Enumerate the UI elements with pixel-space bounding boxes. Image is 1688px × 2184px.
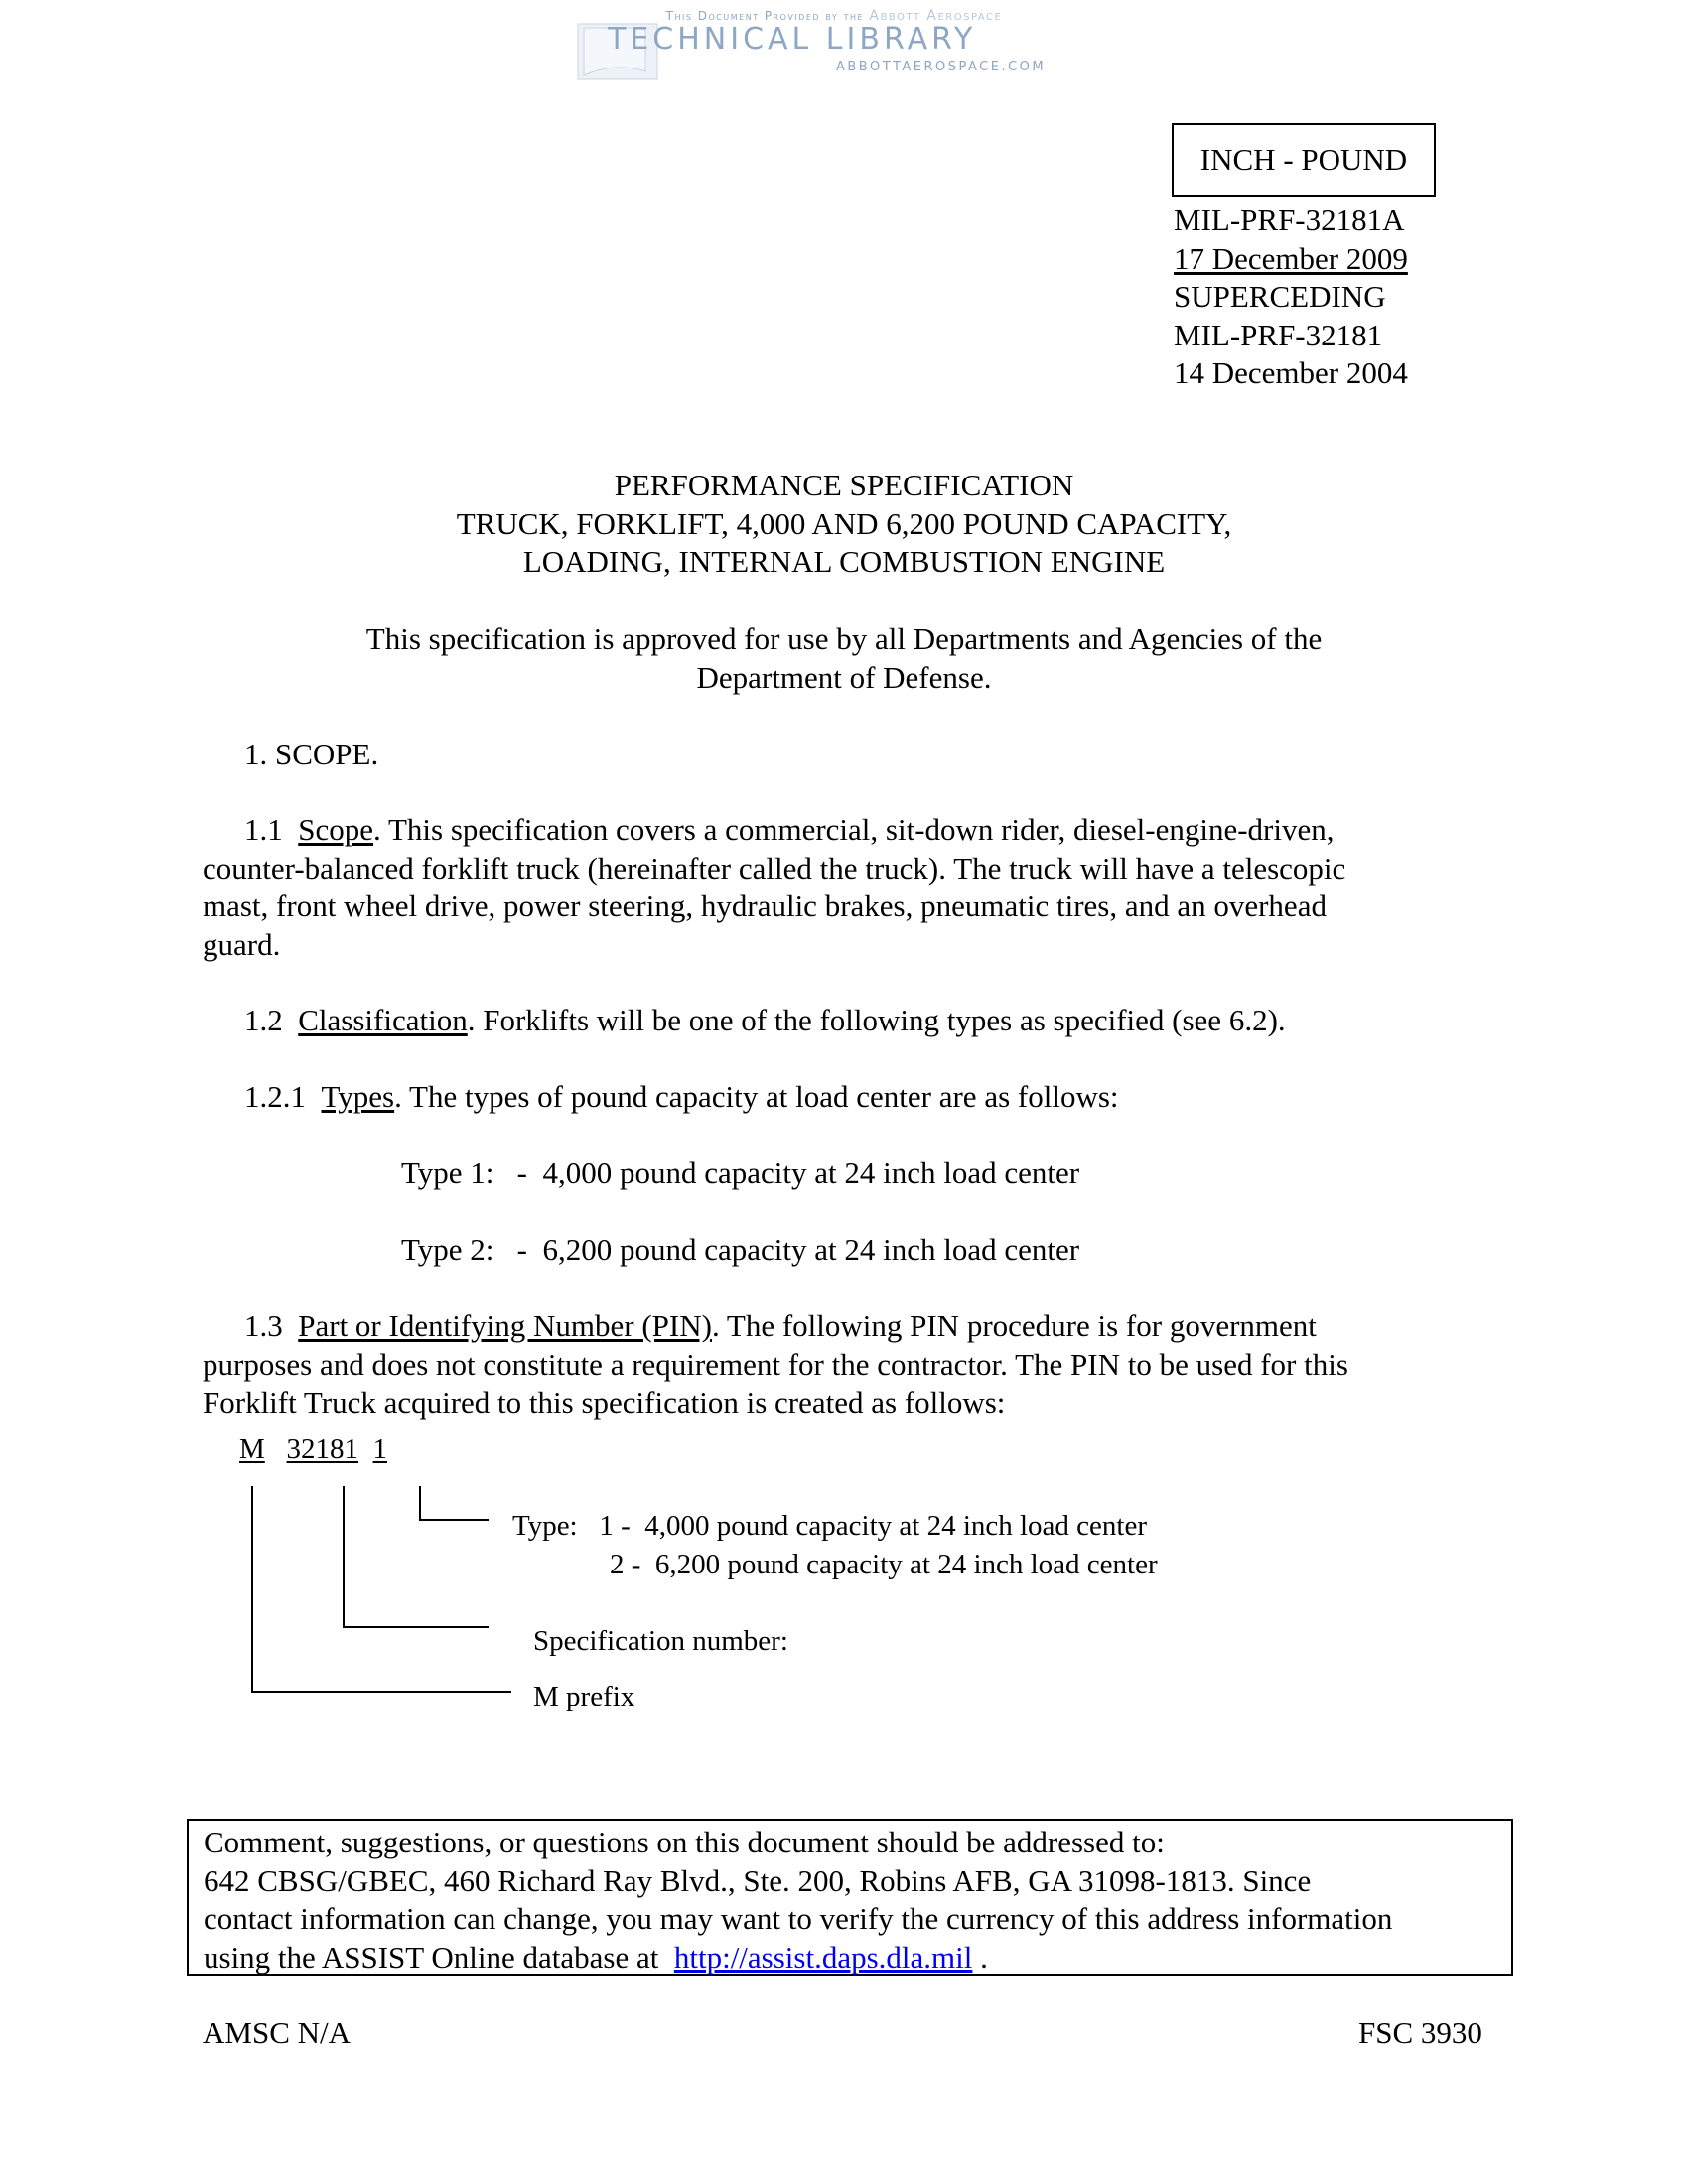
para-number: 1.2.1 (244, 1079, 306, 1114)
pin-type-option (512, 1507, 1147, 1546)
type-label: Type 2: (401, 1232, 494, 1267)
type-desc: 4,000 pound capacity at 24 inch load center (542, 1156, 1080, 1190)
para-number: 1.2 (244, 1003, 283, 1037)
footer-amsc: AMSC N/A (203, 2015, 352, 2050)
pin-code (239, 1431, 387, 1469)
para-label: Part or Identifying Number (PIN) (298, 1308, 712, 1343)
prior-doc-id: MIL-PRF-32181 (1174, 317, 1383, 352)
assist-link[interactable]: http://assist.daps.dla.mil (673, 1939, 973, 1975)
pin-prefix: M (239, 1433, 265, 1465)
para-text-line-3: Forklift Truck acquired to this specification is created as follows: (203, 1385, 1006, 1420)
spec-connector-horizontal (343, 1626, 489, 1628)
paragraph-1-3 (203, 1307, 1474, 1423)
para-number: 1.1 (244, 812, 283, 847)
pin-type-label: Type: (512, 1510, 578, 1542)
approval-line-1: This specification is approved for use by all Departments and Agencies of the (365, 621, 1323, 656)
para-text-line-2: purposes and does not constitute a requirement for the contractor. The PIN to be used for this (203, 1346, 1348, 1382)
pin-spec-number: 32181 (286, 1433, 359, 1465)
paragraph-1-2-1 (203, 1078, 1474, 1117)
para-text-line-1: . This specification covers a commercial, sit-down rider, diesel-engine-driven, (373, 812, 1335, 847)
footer-fsc: FSC 3930 (1358, 2015, 1482, 2050)
para-number: 1.3 (244, 1308, 283, 1343)
watermark (576, 4, 1092, 83)
pin-type-desc: 4,000 pound capacity at 24 inch load center (644, 1510, 1148, 1542)
paragraph-1-2 (203, 1002, 1474, 1040)
para-text-line-4: guard. (203, 926, 281, 962)
type-label: Type 1: (401, 1156, 494, 1190)
approval-statement (0, 620, 1688, 697)
document-identification (1174, 202, 1408, 393)
watermark-title: TECHNICAL LIBRARY (608, 22, 977, 57)
spec-connector-vertical (343, 1486, 345, 1627)
type-dash: - (516, 1232, 527, 1267)
comment-line-3: contact information can change, you may want to verify the currency of this address information (204, 1901, 1393, 1936)
type-dash: - (516, 1156, 527, 1190)
type-connector-vertical (419, 1486, 421, 1520)
type-list-item (401, 1231, 1079, 1270)
comment-line-1: Comment, suggestions, or questions on this document should be addressed to: (204, 1825, 1165, 1859)
para-text-line-1: . The following PIN procedure is for government (711, 1308, 1317, 1343)
para-text-line-2: counter-balanced forklift truck (hereinafter called the truck). The truck will have a telescopic (203, 850, 1346, 886)
superceding-label: SUPERCEDING (1174, 279, 1386, 314)
doc-id: MIL-PRF-32181A (1174, 203, 1405, 237)
approval-line-2: Department of Defense. (696, 659, 992, 695)
prior-doc-date: 14 December 2004 (1174, 355, 1408, 390)
type-desc: 6,200 pound capacity at 24 inch load center (542, 1232, 1080, 1267)
watermark-tagline-prefix: This Document Provided by the (665, 9, 865, 23)
para-text: . Forklifts will be one of the following types as specified (see 6.2). (467, 1003, 1286, 1037)
para-label: Types (321, 1079, 395, 1114)
title-line-1: PERFORMANCE SPECIFICATION (614, 468, 1074, 502)
doc-date: 17 December 2009 (1174, 240, 1408, 276)
para-text-line-3: mast, front wheel drive, power steering, hydraulic brakes, pneumatic tires, and an overhead (203, 888, 1327, 923)
watermark-brand: Abbott Aerospace (869, 8, 1003, 24)
pin-type-option (610, 1546, 1158, 1584)
title-line-3: LOADING, INTERNAL COMBUSTION ENGINE (522, 544, 1166, 579)
comment-line-4-suffix: . (972, 1939, 988, 1975)
para-label: Classification (298, 1003, 468, 1037)
paragraph-1-1 (203, 811, 1474, 964)
type-list-item (401, 1155, 1079, 1193)
comment-line-2: 642 CBSG/GBEC, 460 Richard Ray Blvd., Ste. 200, Robins AFB, GA 31098-1813. Since (204, 1862, 1312, 1898)
pin-type-code: 2 - (610, 1549, 641, 1580)
para-label: Scope (298, 812, 374, 847)
units-box: INCH - POUND (1172, 123, 1436, 197)
pin-type-desc: 6,200 pound capacity at 24 inch load center (654, 1549, 1158, 1580)
pin-prefix-label: M prefix (533, 1681, 635, 1712)
pin-spec-label: Specification number: (533, 1625, 788, 1657)
pin-type-digit: 1 (372, 1433, 388, 1465)
document-title (0, 467, 1688, 582)
prefix-connector-horizontal (251, 1691, 511, 1693)
comment-box (187, 1819, 1513, 1976)
section-heading-scope: 1. SCOPE. (244, 737, 379, 771)
title-line-2: TRUCK, FORKLIFT, 4,000 AND 6,200 POUND CAPACITY, (456, 505, 1232, 541)
prefix-connector-vertical (251, 1486, 253, 1692)
type-connector-horizontal (419, 1519, 489, 1521)
pin-type-code: 1 - (599, 1510, 631, 1542)
watermark-url: ABBOTTAEROSPACE.COM (836, 60, 1047, 74)
para-text: . The types of pound capacity at load center are as follows: (394, 1079, 1119, 1114)
comment-line-4: using the ASSIST Online database at (204, 1939, 667, 1975)
